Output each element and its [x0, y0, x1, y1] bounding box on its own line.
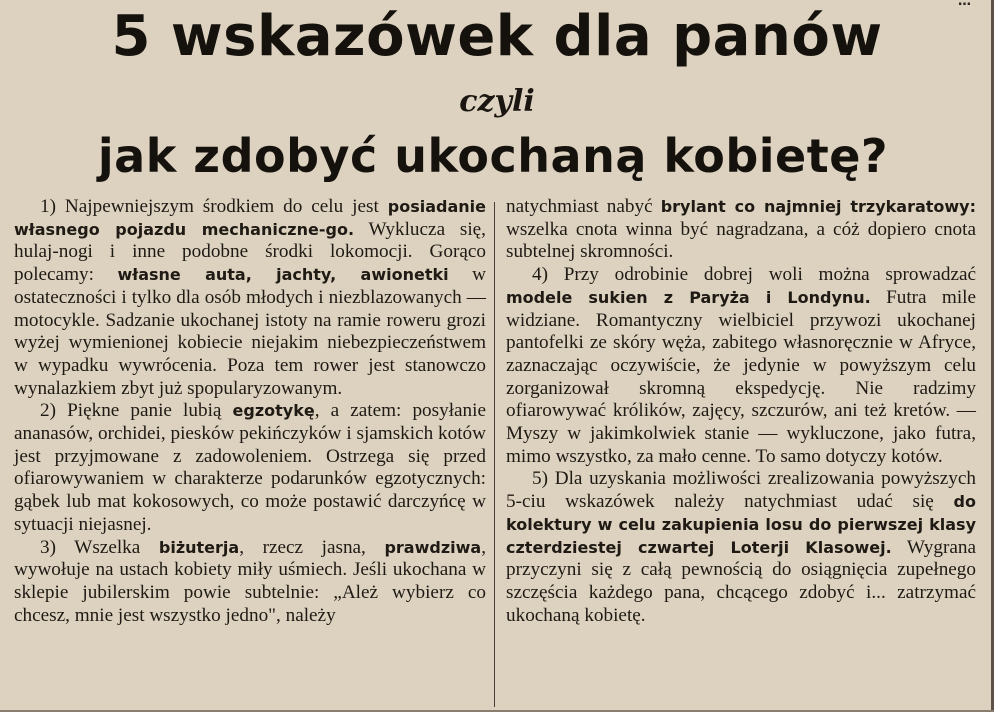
tip-4-text-cont: Futra mile widziane. Romantyczny wielbiciel przywozi ukochanej pantofelki ze skóry węża, zabitego własnoręcznie w Afryce, zaznaczając oczywiście, że jedynie w powyższym celu zorganizował skromną ekspedycję. Nie radzimy ofiarowywać królików, zajęcy, szczurów, ani też kretów. — Myszy w jakimkolwiek stanie — wykluczone, jako futra, mimo wszystko, za mało cenne. To samo dotyczy kotów. [506, 286, 976, 467]
tip-3-text-final: wszelka cnota winna być nagradzana, a cóż dopiero cnota subtelnej skromności. [506, 218, 976, 263]
tip-3-text-cont: , rzecz jasna, [239, 536, 385, 558]
tip-1-emphasis-cars: własne auta, jachty, awionetki [117, 265, 449, 285]
tip-3-text: 3) Wszelka [40, 536, 159, 558]
paragraph-tip-4 [506, 264, 976, 468]
headline: 5 wskazówek dla panów [111, 4, 883, 69]
paragraph-tip-1 [14, 196, 486, 400]
cropped-text-fragment: … [958, 0, 972, 9]
subheadline: jak zdobyć ukochaną kobietę? [97, 129, 889, 183]
tip-5-emphasis-lottery: do kolektury w celu zakupienia losu do pierwszej klasy czterdziestej czwartej Loterji Klasowej. [506, 492, 976, 557]
paragraph-tip-3-continued [506, 196, 976, 264]
tip-3-emphasis-genuine: prawdziwa [384, 537, 482, 557]
tip-1-text: 1) Najpewniejszym środkiem do celu jest [40, 196, 388, 217]
tip-2-text: 2) Piękne panie lubią [40, 400, 233, 422]
tip-5-text: 5) Dla uzyskania możliwości zrealizowania powyższych 5-ciu wskazówek należy natychmiast udać się [506, 468, 976, 513]
tip-2-text-cont: , a zatem: posyłanie ananasów, orchidei, piesków pekińczyków i sjamskich kotów jest przyjmowane z zadowoleniem. Ostrzega się przed ofiarowywaniem w charakterze podarunków egzotycznych: gąbek lub mat kokosowych, co może postawić darczyńcę w sytuacji niejasnej. [14, 400, 486, 535]
paragraph-tip-3 [14, 537, 486, 628]
tip-1-text-end: w ostateczności i tylko dla osób młodych i niezblazowanych — motocykle. Sadzanie ukochanej istoty na ramie roweru grozi wyżej wymienionej kobiecie niejakim niebezpieczeństwem w wypadku wywrócenia. Poza tem rower jest stanowczo wynalazkiem zbyt już spopularyzowanym. [14, 264, 487, 399]
tip-1-text-cont: Wyklucza się, hulaj-nogi i inne podobne środki lokomocji. Gorąco polecamy: [14, 218, 486, 286]
tip-3-text-end: , wywołuje na ustach kobiety miły uśmiech. Jeśli ukochana w sklepie jubilerskim powie subtelnie: „Ależ wybierz co chcesz, mnie jest wszystko jedno", należy [14, 536, 486, 626]
tip-3-text-continued: natychmiast nabyć [506, 196, 661, 217]
tip-1-emphasis-vehicle: posiadanie własnego pojazdu mechaniczne-go. [14, 197, 486, 239]
article-column-left [14, 196, 486, 710]
article-column-right [506, 196, 976, 710]
tip-3-emphasis-jewelry: biżuterja [158, 537, 240, 557]
tip-4-emphasis-fashion: modele sukien z Paryża i Londynu. [506, 287, 871, 307]
headline-connector: czyli [459, 84, 535, 119]
paragraph-tip-5 [506, 468, 976, 627]
tip-5-text-end: Wygrana przyczyni się z całą pewnością do osiągnięcia zupełnego szczęścia każdego pana, chcącego zdobyć i... zatrzymać ukochaną kobietę. [506, 536, 976, 626]
column-divider [494, 202, 495, 707]
paragraph-tip-2 [14, 400, 486, 536]
tip-2-emphasis-exotic: egzotykę [232, 401, 315, 421]
tip-4-text: 4) Przy odrobinie dobrej woli można sprowadzać [532, 264, 976, 286]
tip-3-emphasis-diamond: brylant co najmniej trzykaratowy: [660, 197, 977, 216]
